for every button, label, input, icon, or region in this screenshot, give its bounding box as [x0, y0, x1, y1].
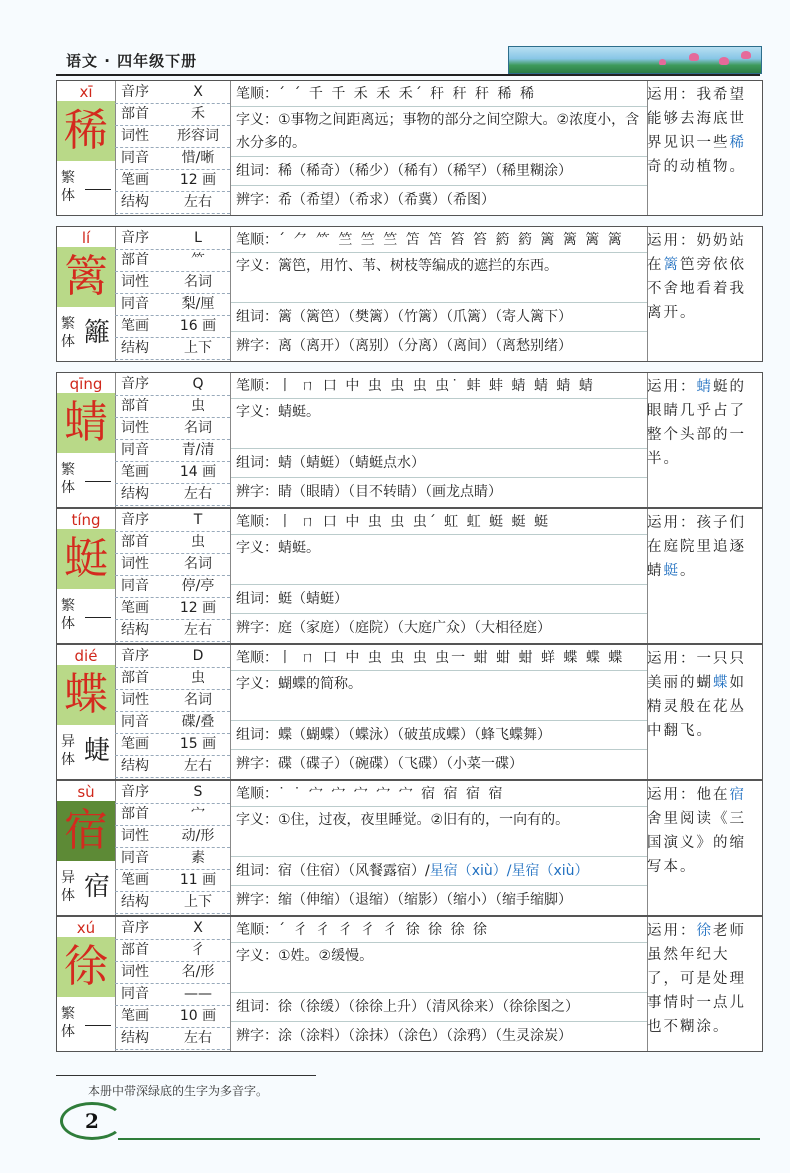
property-key: 结构	[121, 340, 149, 356]
detail-row-stroke_order	[231, 645, 647, 671]
pinyin: xī	[79, 83, 93, 101]
property-key: 结构	[121, 894, 149, 910]
property-key: 同音	[121, 850, 149, 866]
usage-sentence: 一只只美丽的蝴蝶如精灵般在花丛中翻飞。	[647, 651, 746, 739]
detail-value: 睛（眼睛）（目不转睛）（画龙点睛）	[278, 484, 502, 500]
property-value: Q	[192, 376, 204, 392]
detail-label: 辨字：	[236, 484, 278, 500]
property-key: 词性	[121, 828, 149, 844]
property-value: 禾	[191, 106, 205, 122]
property-row-radical	[115, 939, 230, 962]
detail-row-distinguish	[231, 478, 647, 507]
detail-row-distinguish	[231, 1022, 647, 1051]
big-character: 蜻	[57, 393, 115, 453]
property-key: 笔画	[121, 172, 149, 188]
character-card	[56, 508, 763, 644]
property-key: 部首	[121, 670, 149, 686]
variant-label: 繁体	[61, 170, 75, 204]
property-row-pos	[115, 961, 230, 984]
detail-label: 组词：	[236, 309, 278, 325]
detail-row-words	[231, 585, 647, 614]
property-value: X	[193, 84, 203, 100]
detail-row-meaning	[231, 399, 647, 449]
detail-label: 辨字：	[236, 892, 278, 908]
detail-label: 字义：	[236, 812, 278, 828]
property-key: 词性	[121, 964, 149, 980]
property-value: L	[194, 230, 202, 246]
property-table	[115, 645, 230, 779]
property-key: 笔画	[121, 318, 149, 334]
property-value: T	[193, 512, 203, 528]
variant-blank	[85, 617, 111, 618]
footnote-rule	[56, 1075, 316, 1076]
detail-label: 组词：	[236, 163, 278, 179]
detail-row-meaning	[231, 807, 647, 857]
detail-row-meaning	[231, 107, 647, 157]
detail-label: 字义：	[236, 404, 278, 420]
detail-row-distinguish	[231, 614, 647, 643]
character-card	[56, 372, 763, 508]
property-row-strokes	[115, 1005, 230, 1028]
property-value: 碟/叠	[181, 714, 215, 730]
detail-row-meaning	[231, 671, 647, 721]
big-character: 蝶	[57, 665, 115, 725]
property-row-structure	[115, 755, 230, 778]
property-value: 虫	[191, 534, 205, 550]
property-row-pos	[115, 271, 230, 294]
property-value: 素	[191, 850, 205, 866]
property-key: 词性	[121, 692, 149, 708]
detail-label: 辨字：	[236, 756, 278, 772]
property-key: 音序	[121, 84, 149, 100]
property-row-radical	[115, 103, 230, 126]
detail-value: 稀（稀奇）（稀少）（稀有）（稀罕）（稀里糊涂）	[278, 163, 572, 179]
property-key: 笔画	[121, 1008, 149, 1024]
variant-blank	[85, 1025, 111, 1026]
variant-label: 繁体	[61, 1006, 75, 1040]
detail-value: 蜻（蜻蜓）（蜻蜓点水）	[278, 455, 425, 471]
polyphone-words: 星宿（xiù）/星宿（xiù）	[429, 863, 589, 879]
usage-sentence: 蜻蜓的眼睛几乎占了整个头部的一半。	[647, 379, 746, 467]
detail-row-distinguish	[231, 750, 647, 779]
detail-column	[230, 373, 648, 507]
property-table	[115, 81, 230, 215]
character-card	[56, 226, 763, 362]
usage-label: 运用：	[647, 787, 697, 803]
property-value: 12 画	[179, 600, 217, 616]
property-key: 同音	[121, 578, 149, 594]
big-character: 徐	[57, 937, 115, 997]
detail-value: 缩（伸缩）（退缩）（缩影）（缩小）（缩手缩脚）	[278, 892, 572, 908]
pinyin: lí	[81, 229, 91, 247]
property-key: 结构	[121, 758, 149, 774]
property-value: 名词	[184, 692, 212, 708]
property-key: 部首	[121, 106, 149, 122]
property-table	[115, 227, 230, 361]
property-row-structure	[115, 191, 230, 214]
property-key: 同音	[121, 986, 149, 1002]
property-key: 词性	[121, 556, 149, 572]
detail-value: 蝴蝶的简称。	[278, 676, 362, 692]
property-table	[115, 509, 230, 643]
property-key: 同音	[121, 442, 149, 458]
detail-value: 蜻蜓。	[278, 540, 320, 556]
detail-value: 蜓（蜻蜓）	[278, 591, 348, 607]
property-row-structure	[115, 1027, 230, 1050]
detail-value: 徐（徐缓）（徐徐上升）（清风徐来）（徐徐图之）	[278, 999, 579, 1015]
property-value: ⺮	[191, 252, 205, 268]
property-value: 15 画	[179, 736, 217, 752]
property-key: 音序	[121, 230, 149, 246]
detail-row-stroke_order	[231, 81, 647, 107]
property-key: 部首	[121, 252, 149, 268]
detail-column	[230, 781, 648, 915]
property-value: 16 画	[179, 318, 217, 334]
property-row-order	[115, 373, 230, 396]
detail-row-meaning	[231, 535, 647, 585]
property-table	[115, 373, 230, 507]
detail-label: 笔顺：	[236, 786, 278, 802]
detail-row-stroke_order	[231, 509, 647, 535]
property-value: 梨/厘	[181, 296, 215, 312]
property-value: 动/形	[181, 828, 215, 844]
property-key: 部首	[121, 942, 149, 958]
property-value: 左右	[184, 486, 212, 502]
usage-sentence: 奶奶站在篱笆旁依依不舍地看着我离开。	[647, 233, 746, 321]
usage-sentence: 他在宿舍里阅读《三国演义》的缩写本。	[647, 787, 746, 875]
property-key: 音序	[121, 648, 149, 664]
detail-value: 蜻蜓。	[278, 404, 320, 420]
property-row-structure	[115, 337, 230, 360]
detail-value: ①事物之间距离远；事物的部分之间空隙大。②浓度小，含水分多的。	[236, 112, 640, 151]
property-key: 笔画	[121, 736, 149, 752]
detail-label: 字义：	[236, 112, 278, 128]
detail-row-stroke_order	[231, 917, 647, 943]
property-row-order	[115, 509, 230, 532]
property-row-strokes	[115, 597, 230, 620]
detail-value: 篱（篱笆）（樊篱）（竹篱）（爪篱）（寄人篱下）	[278, 309, 572, 325]
property-key: 音序	[121, 512, 149, 528]
variant-blank	[85, 189, 111, 190]
detail-value: 丨 ㄇ 口 中 虫 虫 虫 虫一 蚶 蚶 蚶 蛘 蝶 蝶 蝶	[278, 650, 625, 666]
detail-row-words	[231, 993, 647, 1022]
property-row-order	[115, 81, 230, 104]
usage-label: 运用：	[647, 379, 697, 395]
detail-column	[230, 227, 648, 361]
detail-row-stroke_order	[231, 227, 647, 253]
variant-label: 繁体	[61, 316, 75, 350]
property-row-homophone	[115, 147, 230, 170]
property-row-pos	[115, 825, 230, 848]
property-row-order	[115, 781, 230, 804]
char-column	[57, 81, 116, 215]
property-row-structure	[115, 483, 230, 506]
detail-label: 组词：	[236, 727, 278, 743]
pinyin: xú	[76, 919, 96, 937]
property-key: 词性	[121, 420, 149, 436]
property-row-pos	[115, 125, 230, 148]
detail-column	[230, 81, 648, 215]
property-key: 音序	[121, 920, 149, 936]
char-column	[57, 509, 116, 643]
char-column	[57, 781, 116, 915]
big-character: 蜓	[57, 529, 115, 589]
property-key: 词性	[121, 274, 149, 290]
detail-row-words	[231, 857, 647, 886]
usage-label: 运用：	[647, 87, 697, 103]
pinyin: tíng	[71, 511, 101, 529]
property-value: 虫	[191, 398, 205, 414]
property-value: 上下	[184, 340, 212, 356]
property-row-strokes	[115, 461, 230, 484]
detail-value: 碟（碟子）（碗碟）（飞碟）（小菜一碟）	[278, 756, 523, 772]
variant-character: 宿	[83, 872, 110, 902]
property-row-strokes	[115, 315, 230, 338]
property-row-homophone	[115, 575, 230, 598]
variant-blank	[85, 481, 111, 482]
usage-column	[647, 83, 761, 179]
detail-label: 辨字：	[236, 620, 278, 636]
property-key: 笔画	[121, 872, 149, 888]
detail-value: 宿（住宿）（风餐露宿）/	[278, 863, 430, 879]
property-row-radical	[115, 395, 230, 418]
detail-row-distinguish	[231, 186, 647, 215]
property-row-homophone	[115, 983, 230, 1006]
detail-value: ´ ⺈ ⺮ 竺 竺 竺 笘 笘 笞 笞 箹 箹 篱 篱 篱 篱	[278, 232, 624, 248]
usage-column	[647, 783, 761, 879]
detail-label: 笔顺：	[236, 86, 278, 102]
detail-label: 字义：	[236, 676, 278, 692]
property-value: 12 画	[179, 172, 217, 188]
detail-row-words	[231, 721, 647, 750]
usage-label: 运用：	[647, 923, 697, 939]
property-value: 名词	[184, 274, 212, 290]
property-value: 名词	[184, 556, 212, 572]
property-value: 名/形	[181, 964, 215, 980]
property-row-strokes	[115, 169, 230, 192]
property-value: 形容词	[177, 128, 219, 144]
char-column	[57, 917, 116, 1051]
detail-value: 希（希望）（希求）（希冀）（希图）	[278, 192, 495, 208]
property-value: 宀	[191, 806, 205, 822]
property-key: 笔画	[121, 600, 149, 616]
detail-row-meaning	[231, 253, 647, 303]
property-row-pos	[115, 417, 230, 440]
property-value: X	[193, 920, 203, 936]
property-value: 惜/晰	[181, 150, 215, 166]
variant-label: 繁体	[61, 462, 75, 496]
big-character: 宿	[57, 801, 115, 861]
property-value: 14 画	[179, 464, 217, 480]
usage-sentence: 我希望能够去海底世界见识一些稀奇的动植物。	[647, 87, 746, 175]
character-card	[56, 644, 763, 780]
property-row-radical	[115, 803, 230, 826]
property-value: 上下	[184, 894, 212, 910]
property-row-order	[115, 917, 230, 940]
detail-label: 笔顺：	[236, 514, 278, 530]
detail-label: 笔顺：	[236, 232, 278, 248]
variant-character: 籬	[83, 318, 110, 348]
usage-column	[647, 229, 761, 325]
detail-row-meaning	[231, 943, 647, 993]
property-key: 同音	[121, 150, 149, 166]
detail-value: 离（离开）（离别）（分离）（离间）（离愁别绪）	[278, 338, 572, 354]
char-column	[57, 373, 116, 507]
property-value: 左右	[184, 758, 212, 774]
property-key: 音序	[121, 784, 149, 800]
char-column	[57, 227, 116, 361]
property-value: 左右	[184, 622, 212, 638]
usage-sentence: 徐老师虽然年纪大了，可是处理事情时一点儿也不糊涂。	[647, 923, 746, 1035]
detail-value: 涂（涂料）（涂抹）（涂色）（涂鸦）（生灵涂炭）	[278, 1028, 572, 1044]
property-value: 名词	[184, 420, 212, 436]
detail-label: 组词：	[236, 999, 278, 1015]
char-column	[57, 645, 116, 779]
property-row-order	[115, 227, 230, 250]
detail-value: 丨 ㄇ 口 中 虫 虫 虫´ 虹 虹 蜓 蜓 蜓	[278, 514, 550, 530]
variant-label: 异体	[61, 870, 75, 904]
property-value: ——	[184, 986, 212, 1002]
property-row-order	[115, 645, 230, 668]
detail-value: 篱笆，用竹、苇、树枝等编成的遮拦的东西。	[278, 258, 558, 274]
detail-row-distinguish	[231, 886, 647, 915]
pinyin: qīng	[69, 375, 103, 393]
property-row-pos	[115, 689, 230, 712]
detail-label: 笔顺：	[236, 650, 278, 666]
detail-label: 辨字：	[236, 338, 278, 354]
property-row-structure	[115, 891, 230, 914]
detail-label: 字义：	[236, 258, 278, 274]
usage-column	[647, 919, 761, 1039]
property-value: 彳	[191, 942, 205, 958]
property-value: 虫	[191, 670, 205, 686]
property-row-homophone	[115, 293, 230, 316]
property-key: 部首	[121, 534, 149, 550]
property-row-strokes	[115, 869, 230, 892]
usage-column	[647, 647, 761, 743]
property-value: 11 画	[179, 872, 217, 888]
detail-label: 组词：	[236, 455, 278, 471]
property-value: 青/清	[181, 442, 215, 458]
detail-label: 笔顺：	[236, 922, 278, 938]
property-row-strokes	[115, 733, 230, 756]
detail-row-words	[231, 449, 647, 478]
detail-value: 庭（家庭）（庭院）（大庭广众）（大相径庭）	[278, 620, 551, 636]
property-key: 同音	[121, 296, 149, 312]
property-row-radical	[115, 531, 230, 554]
detail-column	[230, 509, 648, 643]
page-header-title: 语文 · 四年级下册	[66, 52, 198, 70]
detail-value: ①姓。②缓慢。	[278, 948, 374, 964]
property-key: 部首	[121, 398, 149, 414]
usage-column	[647, 511, 761, 583]
property-key: 结构	[121, 194, 149, 210]
property-value: D	[192, 648, 204, 664]
character-card	[56, 916, 763, 1052]
variant-label: 异体	[61, 734, 75, 768]
variant-character: 蜨	[83, 736, 110, 766]
page-number-badge	[60, 1102, 124, 1140]
property-key: 部首	[121, 806, 149, 822]
usage-label: 运用：	[647, 651, 697, 667]
property-key: 结构	[121, 622, 149, 638]
detail-label: 组词：	[236, 591, 278, 607]
detail-value: 丨 ㄇ 口 中 虫 虫 虫 虫˙ 蚌 蚌 蜻 蜻 蜻 蜻	[278, 378, 595, 394]
usage-label: 运用：	[647, 233, 697, 249]
detail-row-words	[231, 303, 647, 332]
property-key: 词性	[121, 128, 149, 144]
detail-value: ①住，过夜，夜里睡觉。②旧有的，一向有的。	[278, 812, 570, 828]
property-table	[115, 781, 230, 915]
property-key: 音序	[121, 376, 149, 392]
header-rule	[56, 74, 760, 76]
detail-value: ´ ˊ 千 千 禾 禾 禾´ 秆 秆 秆 稀 稀	[278, 86, 536, 102]
detail-label: 辨字：	[236, 1028, 278, 1044]
character-card	[56, 80, 763, 216]
detail-column	[230, 917, 648, 1051]
property-value: 左右	[184, 1030, 212, 1046]
detail-label: 组词：	[236, 863, 278, 879]
usage-sentence: 孩子们在庭院里追逐蜻蜓。	[647, 515, 746, 579]
pinyin: dié	[74, 647, 98, 665]
detail-label: 笔顺：	[236, 378, 278, 394]
property-value: 左右	[184, 194, 212, 210]
property-row-pos	[115, 553, 230, 576]
property-value: 停/亭	[181, 578, 215, 594]
detail-value: 蝶（蝴蝶）（蝶泳）（破茧成蝶）（蜂飞蝶舞）	[278, 727, 551, 743]
detail-label: 辨字：	[236, 192, 278, 208]
property-row-homophone	[115, 847, 230, 870]
property-value: 10 画	[179, 1008, 217, 1024]
property-key: 结构	[121, 486, 149, 502]
detail-label: 字义：	[236, 540, 278, 556]
usage-column	[647, 375, 761, 471]
header-banner-image	[508, 46, 762, 74]
property-row-radical	[115, 249, 230, 272]
detail-row-distinguish	[231, 332, 647, 361]
property-key: 同音	[121, 714, 149, 730]
detail-value: ´ 彳 彳 彳 彳 彳 徐 徐 徐 徐	[278, 922, 490, 938]
pinyin: sù	[77, 783, 95, 801]
property-row-radical	[115, 667, 230, 690]
page-number: 2	[85, 1109, 99, 1133]
property-key: 笔画	[121, 464, 149, 480]
property-row-homophone	[115, 439, 230, 462]
property-key: 结构	[121, 1030, 149, 1046]
footnote: 本册中带深绿底的生字为多音字。	[88, 1084, 269, 1098]
property-table	[115, 917, 230, 1051]
detail-column	[230, 645, 648, 779]
detail-label: 字义：	[236, 948, 278, 964]
variant-label: 繁体	[61, 598, 75, 632]
detail-row-words	[231, 157, 647, 186]
property-row-homophone	[115, 711, 230, 734]
big-character: 稀	[57, 101, 115, 161]
detail-row-stroke_order	[231, 373, 647, 399]
property-row-structure	[115, 619, 230, 642]
footer-rule	[118, 1138, 760, 1140]
detail-value: ˙ ˙ 宀 宀 宀 宀 宀 宿 宿 宿 宿	[278, 786, 505, 802]
usage-label: 运用：	[647, 515, 697, 531]
character-card	[56, 780, 763, 916]
property-value: S	[193, 784, 203, 800]
detail-row-stroke_order	[231, 781, 647, 807]
big-character: 篱	[57, 247, 115, 307]
